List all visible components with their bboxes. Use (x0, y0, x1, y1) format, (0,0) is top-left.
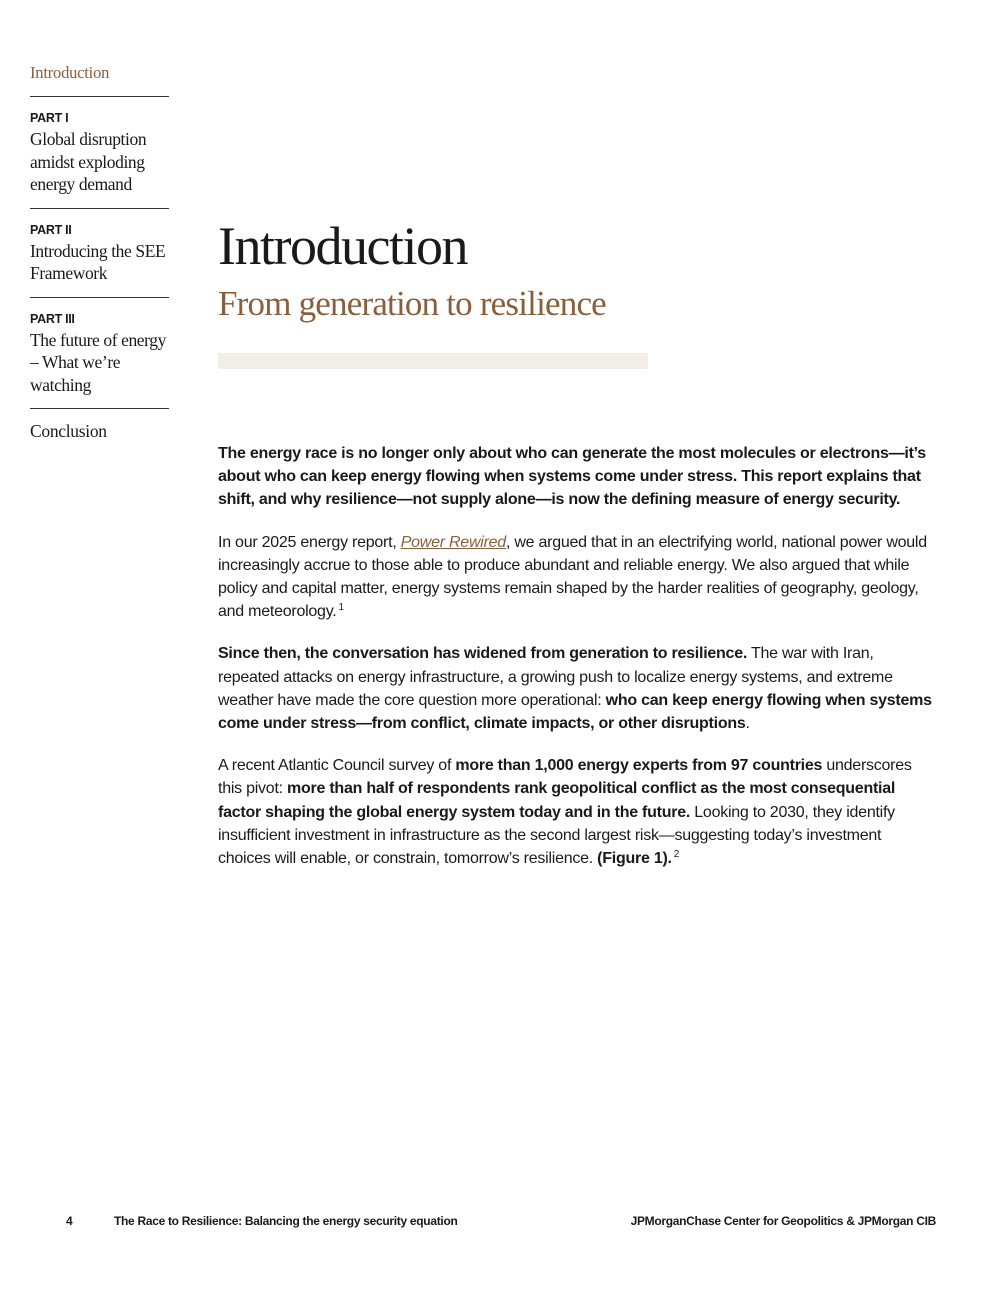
lead-paragraph: The energy race is no longer only about who can generate the most molecules or electrons—it’s about who can keep energy flowing when systems come under stress. This report explains that shift, and why resilience—not supply alone—is now the defining measure of energy security. (218, 445, 926, 509)
text-segment: , we argued that in an electrifying world, national power would increasingly accrue to those able to produce abundant and reliable energy. We also argued that while policy and capital matter, energy systems remain shaped by the harder realities of geography, geology, and meteorology. (218, 533, 927, 621)
text-segment: A recent Atlantic Council survey of (218, 757, 456, 775)
figure-reference: (Figure 1). (597, 850, 672, 868)
nav-item-introduction[interactable]: Introduction (30, 62, 169, 97)
nav-part-label: PART III (30, 311, 75, 326)
footnote-marker[interactable]: 1 (338, 601, 344, 613)
page-subtitle: From generation to resilience (218, 284, 606, 323)
accent-bar (218, 353, 648, 369)
body-text (218, 442, 934, 870)
page-title: Introduction (218, 216, 467, 276)
nav-part-title: Introducing the SEE Framework (30, 240, 166, 283)
nav-part-title: The future of energy – What we’re watching (30, 329, 166, 395)
bold-segment: Since then, the conversation has widened from generation to resilience. (218, 645, 748, 663)
text-segment: In our 2025 energy report, (218, 533, 401, 551)
bold-segment: who can keep energy flowing when systems come under stress—from conflict, climate impacts, or other disruptions (218, 691, 932, 733)
nav-part-label: PART II (30, 222, 72, 237)
text-segment: . (745, 715, 750, 733)
document-title: The Race to Resilience: Balancing the energy security equation (114, 1214, 458, 1228)
text-segment: underscores this pivot: (218, 757, 912, 798)
bold-segment: more than half of respondents rank geopolitical conflict as the most consequential factor shaping the global energy system today and in the future. (218, 780, 896, 821)
page-footer (0, 1214, 1000, 1232)
organization-name: JPMorganChase Center for Geopolitics & JPMorgan CIB (630, 1214, 936, 1228)
nav-item-part-2[interactable] (30, 209, 169, 298)
text-segment: Looking to 2030, they identify insufficient investment in infrastructure as the second largest risk—suggesting today’s investment choices will enable, or constrain, tomorrow’s resilience. (218, 803, 895, 868)
text-segment: The war with Iran, repeated attacks on energy infrastructure, a growing push to localize energy systems, and extreme weather have made the core question more operational: (218, 645, 893, 709)
nav-item-conclusion[interactable]: Conclusion (30, 421, 107, 441)
footnote-marker[interactable]: 2 (673, 848, 680, 860)
page-number: 4 (66, 1214, 73, 1228)
main-content (218, 214, 934, 889)
bold-segment: more than 1,000 energy experts from 97 countries (455, 757, 823, 775)
nav-part-title: Global disruption amidst exploding energy demand (30, 129, 147, 194)
paragraph-power-rewired (218, 531, 934, 624)
nav-part-label: PART I (30, 111, 69, 125)
power-rewired-link[interactable]: Power Rewired (400, 533, 506, 551)
nav-item-part-3[interactable] (30, 298, 169, 410)
paragraph-resilience (218, 642, 934, 735)
nav-item-part-1[interactable] (30, 97, 169, 209)
sidebar-nav (30, 62, 169, 442)
paragraph-survey (218, 754, 934, 870)
